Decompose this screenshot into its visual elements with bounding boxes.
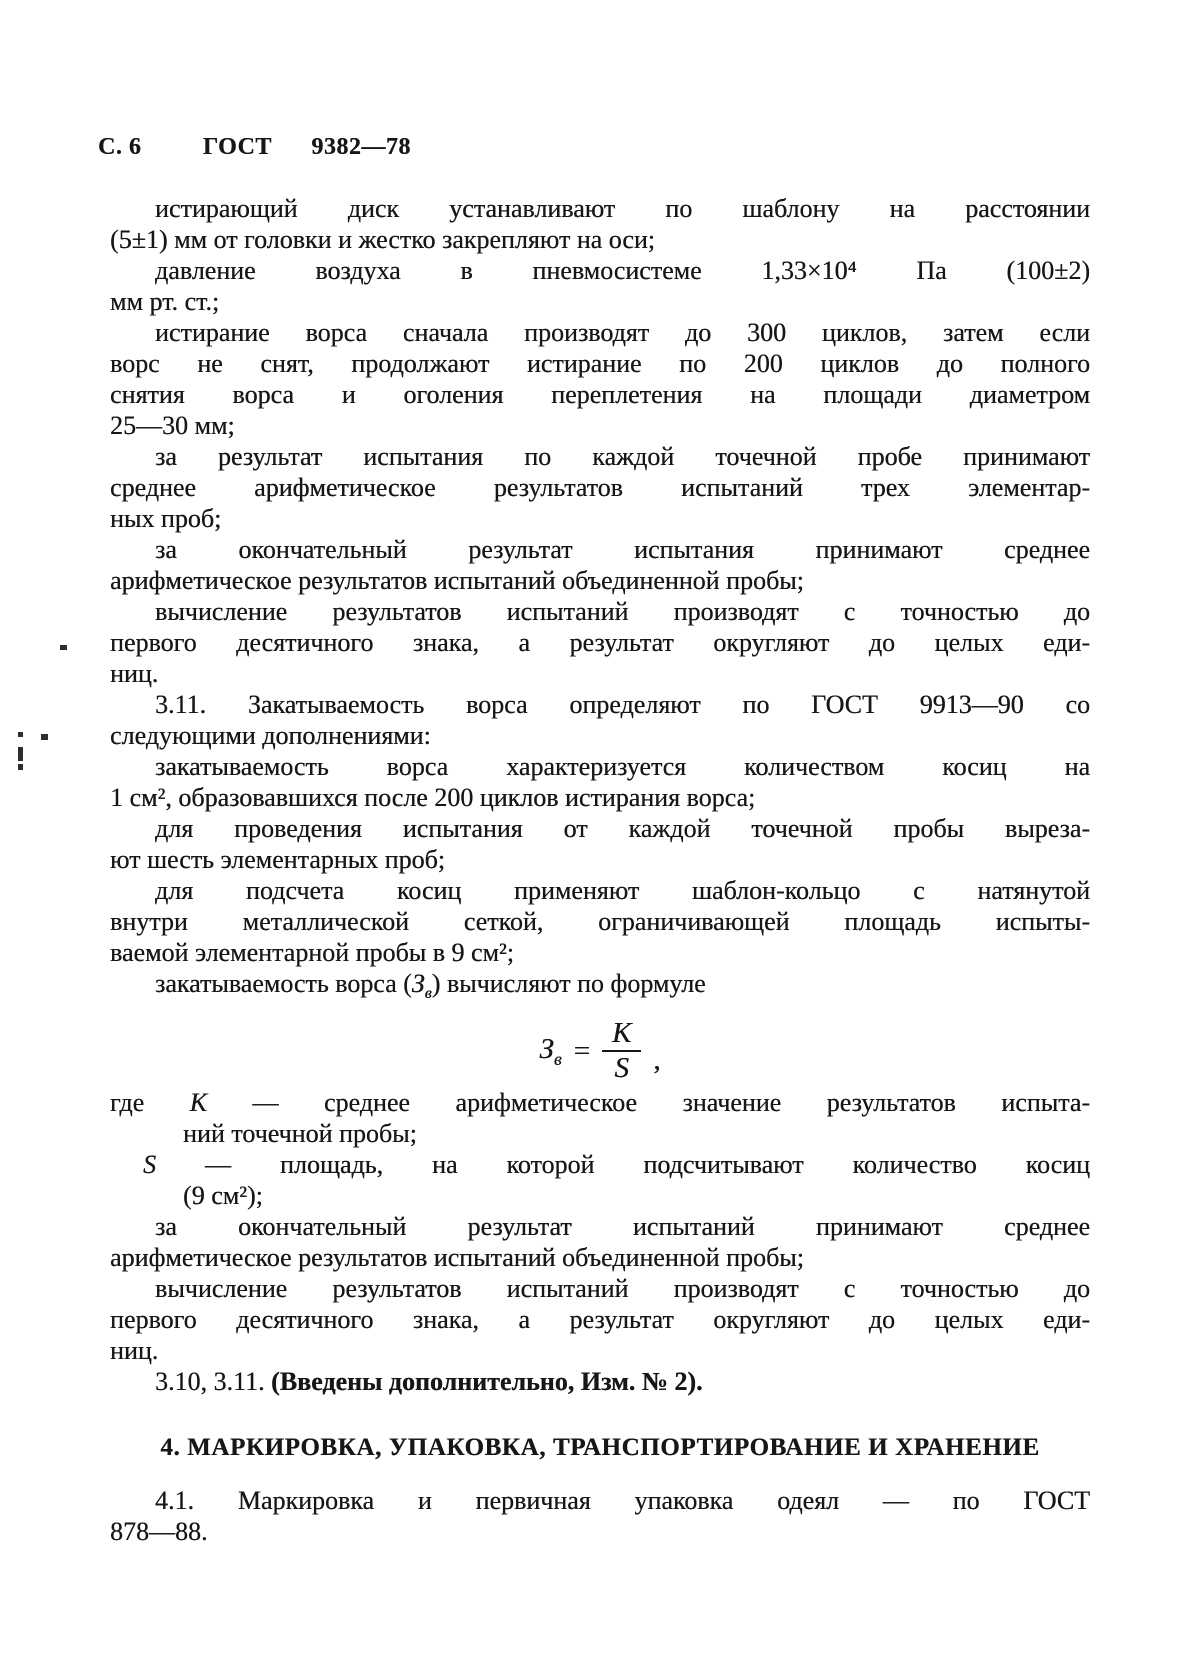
text-line: за окончательный результат испытания принимают среднее [155, 535, 1090, 564]
definition-list [110, 1087, 1090, 1211]
formula-intro-paragraph [110, 968, 1090, 1009]
page-header [98, 133, 1090, 161]
text-line: давление воздуха в пневмосистеме 1,33×10⁴ Па (100±2) [155, 256, 1090, 285]
text-line: ниц. [110, 659, 159, 688]
term-symbol: S [143, 1150, 156, 1180]
paragraph-group-top [110, 193, 1090, 968]
paragraph [110, 596, 1090, 689]
paragraph-group-mid [110, 1211, 1090, 1366]
formula-equals-sign: = [573, 1034, 591, 1067]
text-line: 1 см², образовавшихся после 200 циклов истирания ворса; [110, 783, 756, 812]
text-line: истирание ворса сначала производят до 300 циклов, затем если [155, 318, 1090, 347]
paragraph [110, 1211, 1090, 1273]
text-line: арифметическое результатов испытаний объединенной пробы; [110, 1243, 804, 1273]
formula-intro-symbol: З [411, 969, 425, 998]
text-line: 3.11. Закатываемость ворса определяют по ГОСТ 9913—90 со [155, 690, 1090, 719]
amendment-bold-text: (Введены дополнительно, Изм. № 2). [271, 1367, 703, 1397]
paragraph [110, 875, 1090, 968]
paragraph [110, 441, 1090, 534]
page-number-label: С. 6 [98, 134, 142, 160]
text-line: ваемой элементарной пробы в 9 см²; [110, 938, 514, 967]
text-line: среднее арифметическое результатов испытаний трех элементар- [110, 473, 1090, 502]
paragraph [110, 751, 1090, 813]
text-line: первого десятичного знака, а результат округляют до целых еди- [110, 628, 1090, 657]
text-line: (5±1) мм от головки и жестко закрепляют на оси; [110, 225, 655, 254]
text-line: 4.1. Маркировка и первичная упаковка одеял — по ГОСТ [155, 1486, 1090, 1516]
section-heading: 4. МАРКИРОВКА, УПАКОВКА, ТРАНСПОРТИРОВАНИЕ И ХРАНЕНИЕ [160, 1434, 1040, 1462]
paragraph [110, 317, 1090, 441]
text-line: для проведения испытания от каждой точечной пробы выреза- [155, 814, 1090, 843]
text-line: снятия ворса и оголения переплетения на площади диаметром [110, 380, 1090, 409]
scan-artifact [18, 764, 23, 770]
text-line: следующими дополнениями: [110, 721, 431, 750]
standard-label: ГОСТ [202, 134, 272, 160]
paragraph [110, 534, 1090, 596]
text-line: закатываемость ворса характеризуется количеством косиц на [155, 752, 1090, 781]
formula-trailing-comma: , [653, 1044, 661, 1077]
text-line: ний точечной пробы; [183, 1119, 417, 1149]
text-line: за результат испытания по каждой точечной пробе принимают [155, 442, 1090, 471]
amendment-prefix: 3.10, 3.11. [155, 1367, 272, 1397]
text-line: ниц. [110, 1336, 159, 1366]
formula-symbol-subscript: в [553, 1048, 562, 1069]
text-line: истирающий диск устанавливают по шаблону на расстоянии [155, 194, 1090, 223]
document-body [98, 133, 1091, 1547]
definition-term: где К — [110, 1088, 324, 1118]
paragraph [110, 813, 1090, 875]
text-line: ют шесть элементарных проб; [110, 845, 445, 874]
text-line: ных проб; [110, 504, 222, 533]
text-line: 878—88. [110, 1517, 208, 1547]
amendment-note [110, 1366, 1090, 1397]
text-line: внутри металлической сеткой, ограничивающей площадь испыты- [110, 907, 1090, 936]
amendment-line [110, 1366, 1090, 1397]
formula-block [110, 1019, 1090, 1083]
text-line: вычисление результатов испытаний производят с точностью до [155, 1274, 1090, 1304]
text-line: первого десятичного знака, а результат округляют до целых еди- [110, 1305, 1090, 1335]
scan-artifact [18, 747, 23, 761]
paragraph-group-bottom [110, 1485, 1090, 1547]
scan-artifact [41, 734, 48, 740]
formula-lhs [539, 1033, 561, 1070]
formula-symbol: З [539, 1032, 554, 1065]
scan-artifact [18, 732, 23, 737]
text-line: мм рт. ст.; [110, 287, 220, 316]
paragraph [110, 689, 1090, 751]
formula-term-definition [110, 1149, 1090, 1211]
text-line: (9 см²); [183, 1181, 263, 1211]
formula-intro-line [110, 968, 1090, 1009]
text-line: где К — среднее арифметическое значение результатов испыта- [110, 1088, 1091, 1118]
text-line: вычисление результатов испытаний производят с точностью до [155, 597, 1090, 626]
paragraph [110, 193, 1090, 255]
text-line: арифметическое результатов испытаний объединенной пробы; [110, 566, 804, 595]
formula-denominator: S [614, 1052, 629, 1085]
paragraph [110, 255, 1090, 317]
standard-number: 9382—78 [311, 134, 411, 160]
formula-intro-after: ) вычисляют по формуле [431, 969, 706, 998]
paragraph [110, 1273, 1090, 1366]
paragraph [110, 1485, 1090, 1547]
formula-fraction [602, 1019, 641, 1083]
definition-term: S — [143, 1150, 280, 1180]
scan-artifact [60, 645, 67, 650]
formula-term-definition [110, 1087, 1090, 1149]
text-line: 25—30 мм; [110, 411, 235, 440]
text-line: ворс не снят, продолжают истирание по 200 циклов до полного [110, 349, 1090, 378]
text-line: за окончательный результат испытаний принимают среднее [155, 1212, 1090, 1242]
formula-numerator: К [602, 1019, 641, 1052]
formula-intro-before: закатываемость ворса ( [155, 969, 412, 998]
text-line: S — площадь, на которой подсчитывают количество косиц [143, 1150, 1090, 1180]
term-symbol: К [189, 1088, 207, 1118]
text-line: для подсчета косиц применяют шаблон-кольцо с натянутой [155, 876, 1090, 905]
formula-intro-subscript: в [424, 985, 432, 1003]
